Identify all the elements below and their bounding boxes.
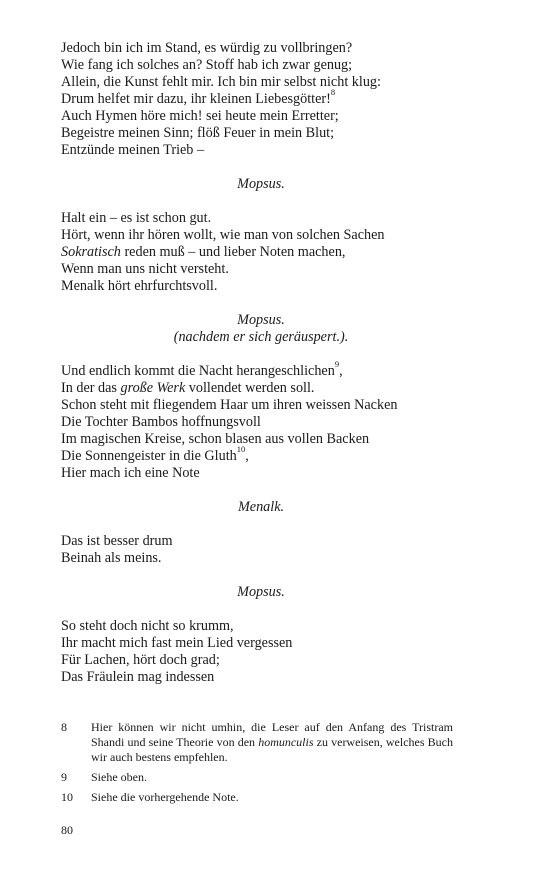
stanza-5: [61, 618, 461, 686]
verse-line: [61, 380, 461, 397]
verse-line: Wenn man uns nicht versteht.: [61, 261, 229, 277]
verse-text: vollendet werden soll.: [185, 380, 315, 396]
verse-line: [61, 359, 461, 380]
verse-line: Entzünde meinen Trieb –: [61, 142, 205, 158]
footnotes: [61, 720, 453, 810]
speaker-mopsus: Mopsus.: [237, 312, 285, 328]
verse-text: Und endlich kommt die Nacht herangeschlichen: [61, 363, 335, 379]
footnote-text-part: Hier können wir nicht umhin, die Leser auf den Anfang des Tristram Shandi und seine Theorie von den: [91, 720, 453, 749]
verse-line: Halt ein – es ist schon gut.: [61, 210, 212, 226]
stage-direction: (nachdem er sich geräuspert.).: [173, 329, 349, 345]
italic-word: homunculis: [258, 735, 314, 749]
footnote-text: Siehe die vorhergehende Note.: [91, 790, 239, 804]
verse-line: Ihr macht mich fast mein Lied vergessen: [61, 635, 293, 651]
verse-line: Hört, wenn ihr hören wollt, wie man von solchen Sachen: [61, 227, 385, 243]
verse-line: Die Tochter Bambos hoffnungsvoll: [61, 414, 261, 430]
verse-line: Das Fräulein mag indessen: [61, 669, 215, 685]
verse-line: [61, 444, 461, 465]
footnote-9: [61, 770, 453, 785]
footnote-number: 9: [61, 770, 67, 784]
verse-line: Begeistre meinen Sinn; flöß Feuer in mein Blut;: [61, 125, 335, 141]
italic-phrase: große Werk: [120, 380, 186, 396]
footnote-text: Siehe oben.: [91, 770, 147, 784]
verse-line: Das ist besser drum: [61, 533, 173, 549]
footnote-ref-8[interactable]: 8: [330, 87, 336, 98]
footnote-8: [61, 720, 453, 765]
verse-text: reden muß – und lieber Noten machen,: [120, 244, 346, 260]
footnote-text-part: zu verweisen, welches Buch wir auch bestens empfehlen.: [91, 735, 453, 764]
stanza-2: [61, 210, 461, 295]
verse-line: Jedoch bin ich im Stand, es würdig zu vollbringen?: [61, 40, 353, 56]
verse-line: [61, 87, 461, 108]
footnote-ref-9[interactable]: 9: [334, 359, 340, 370]
footnote-number: 10: [61, 790, 73, 804]
speaker-menalk: Menalk.: [237, 499, 285, 515]
verse-line: Für Lachen, hört doch grad;: [61, 652, 220, 668]
verse-line: So steht doch nicht so krumm,: [61, 618, 234, 634]
verse-text: In der das: [61, 380, 121, 396]
verse-text: Die Sonnengeister in die Gluth: [61, 448, 237, 464]
page-number: 80: [61, 823, 73, 837]
stanza-1: [61, 40, 461, 159]
speaker-mopsus: Mopsus.: [237, 176, 285, 192]
italic-word: Sokratisch: [61, 244, 121, 260]
verse-line: Beinah als meins.: [61, 550, 162, 566]
verse-line: Schon steht mit fliegendem Haar um ihren weissen Nacken: [61, 397, 398, 413]
footnote-number: 8: [61, 720, 67, 734]
verse-line: Im magischen Kreise, schon blasen aus vollen Backen: [61, 431, 370, 447]
verse-text: ,: [339, 363, 343, 379]
poem-page: [61, 40, 461, 686]
verse-line: Menalk hört ehrfurchtsvoll.: [61, 278, 218, 294]
footnote-10: [61, 790, 453, 805]
verse-line: Wie fang ich solches an? Stoff hab ich zwar genug;: [61, 57, 353, 73]
stanza-4: [61, 533, 461, 567]
verse-line: Allein, die Kunst fehlt mir. Ich bin mir selbst nicht klug:: [61, 74, 381, 90]
speaker-mopsus: Mopsus.: [237, 584, 285, 600]
verse-text: ,: [245, 448, 249, 464]
stanza-3: [61, 359, 461, 482]
verse-text: Drum helfet mir dazu, ihr kleinen Liebesgötter!: [61, 91, 331, 107]
verse-line: Hier mach ich eine Note: [61, 465, 200, 481]
verse-line: [61, 244, 461, 261]
footnote-text: [91, 720, 453, 765]
footnote-ref-10[interactable]: 10: [236, 444, 246, 455]
verse-line: Auch Hymen höre mich! sei heute mein Erretter;: [61, 108, 339, 124]
